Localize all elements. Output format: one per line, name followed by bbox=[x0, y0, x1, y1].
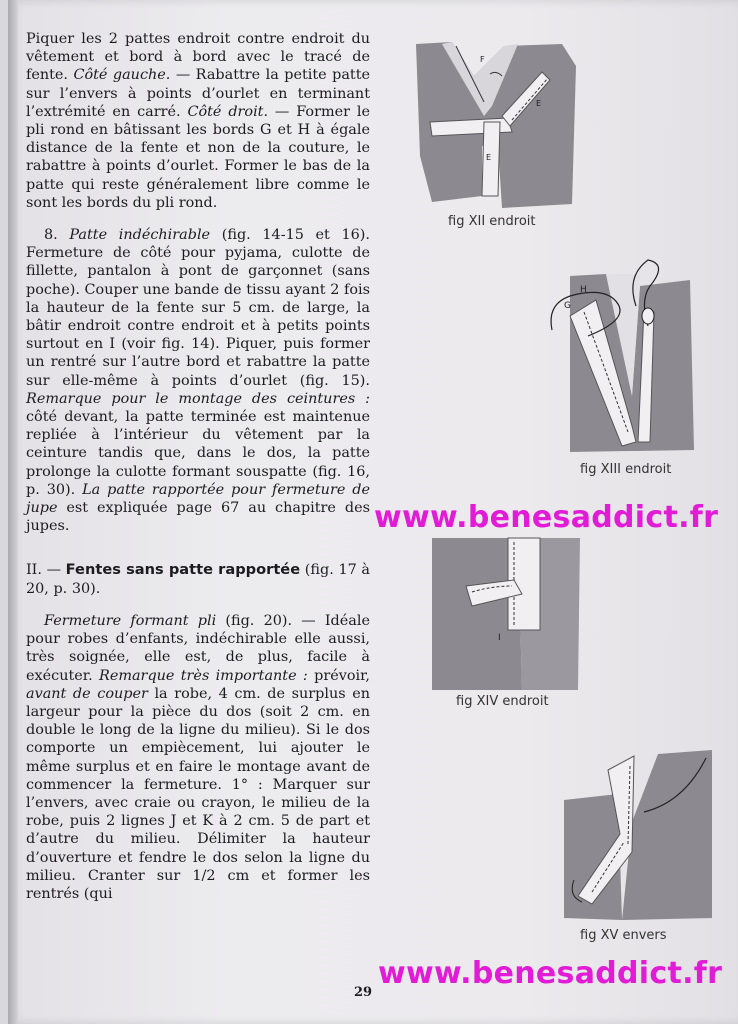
figure-12-letter-e-bottom: E bbox=[486, 153, 492, 162]
figure-13-illustration bbox=[540, 256, 710, 456]
paragraph-1: Piquer les 2 pattes endroit contre endroit du vêtement et bord à bord avec le tracé de fente. Côté gauche. — Rabattre la petite patte sur l’envers à points d’ourlet en terminant l’extrémité en carré. Côté droit. — Former le pli rond en bâtissant les bords G et H à égale distance de la fente et non de la couture, le rabattre à points d’ourlet. Former le bas de la patte qui reste généralement libre comme le sont les bords du pli rond. bbox=[26, 31, 371, 211]
watermark-middle: www.benesaddict.fr bbox=[374, 500, 719, 535]
figure-14-caption: fig XIV endroit bbox=[456, 694, 549, 709]
figure-13-caption: fig XIII endroit bbox=[580, 462, 672, 477]
figure-14-letter-i: I bbox=[498, 633, 501, 643]
section-heading: II. — Fentes sans patte rapportée (fig. 17 à 20, p. 30). bbox=[26, 561, 370, 597]
figure-12-illustration bbox=[412, 36, 582, 212]
figure-13-letter-g: G bbox=[564, 301, 571, 311]
text-column bbox=[26, 30, 370, 903]
figure-15-caption: fig XV envers bbox=[580, 928, 667, 943]
figure-12-letter-e-top: E bbox=[536, 99, 542, 108]
watermark-bottom: www.benesaddict.fr bbox=[378, 956, 723, 991]
page-edge bbox=[8, 0, 18, 1024]
figure-15-illustration bbox=[562, 726, 722, 920]
figure-12-caption: fig XII endroit bbox=[448, 214, 536, 229]
page-number: 29 bbox=[354, 985, 373, 1000]
figure-14-illustration bbox=[432, 534, 582, 694]
paragraph-2: 8. Patte indéchirable (fig. 14-15 et 16). Fermeture de côté pour pyjama, culotte de fillette, pantalon à pont de garçonnet (sans poche). Couper une bande de tissu ayant 2 fois la hauteur de la fente sur 5 cm. de large, la bâtir endroit contre endroit et à petits points surtout en I (voir fig. 14). Piquer, puis former un rentré sur l’autre bord et rabattre la patte sur elle-même à points d’ourlet (fig. 15). Remarque pour le montage des ceintures : côté devant, la patte terminée est maintenue repliée à l’intérieur du vêtement par la ceinture tandis que, dans le dos, la patte prolonge la culotte formant souspatte (fig. 16, p. 30). La patte rapportée pour fermeture de jupe est expliquée page 67 au chapitre des jupes. bbox=[26, 227, 370, 535]
figure-12-letter-f: F bbox=[480, 55, 485, 64]
paragraph-4: Fermeture formant pli (fig. 20). — Idéale pour robes d’enfants, indéchirable elle aussi, très soignée, elle est, de plus, facile à exécuter. Remarque très importante : prévoir, avant de couper la robe, 4 cm. de surplus en largeur pour la pièce du dos (soit 2 cm. en double le long de la ligne du milieu). Si le dos comporte un empiècement, lui ajouter le même surplus et en faire le montage avant de commencer la fermeture. 1° : Marquer sur l’envers, avec craie ou crayon, le milieu de la robe, puis 2 lignes J et K à 2 cm. 5 de part et d’autre du milieu. Délimiter la hauteur d’ouverture et fendre le dos selon la ligne du milieu. Cranter sur 1/2 cm et former les rentrés (qui bbox=[26, 612, 370, 902]
figure-13-letter-h: H bbox=[580, 285, 587, 295]
